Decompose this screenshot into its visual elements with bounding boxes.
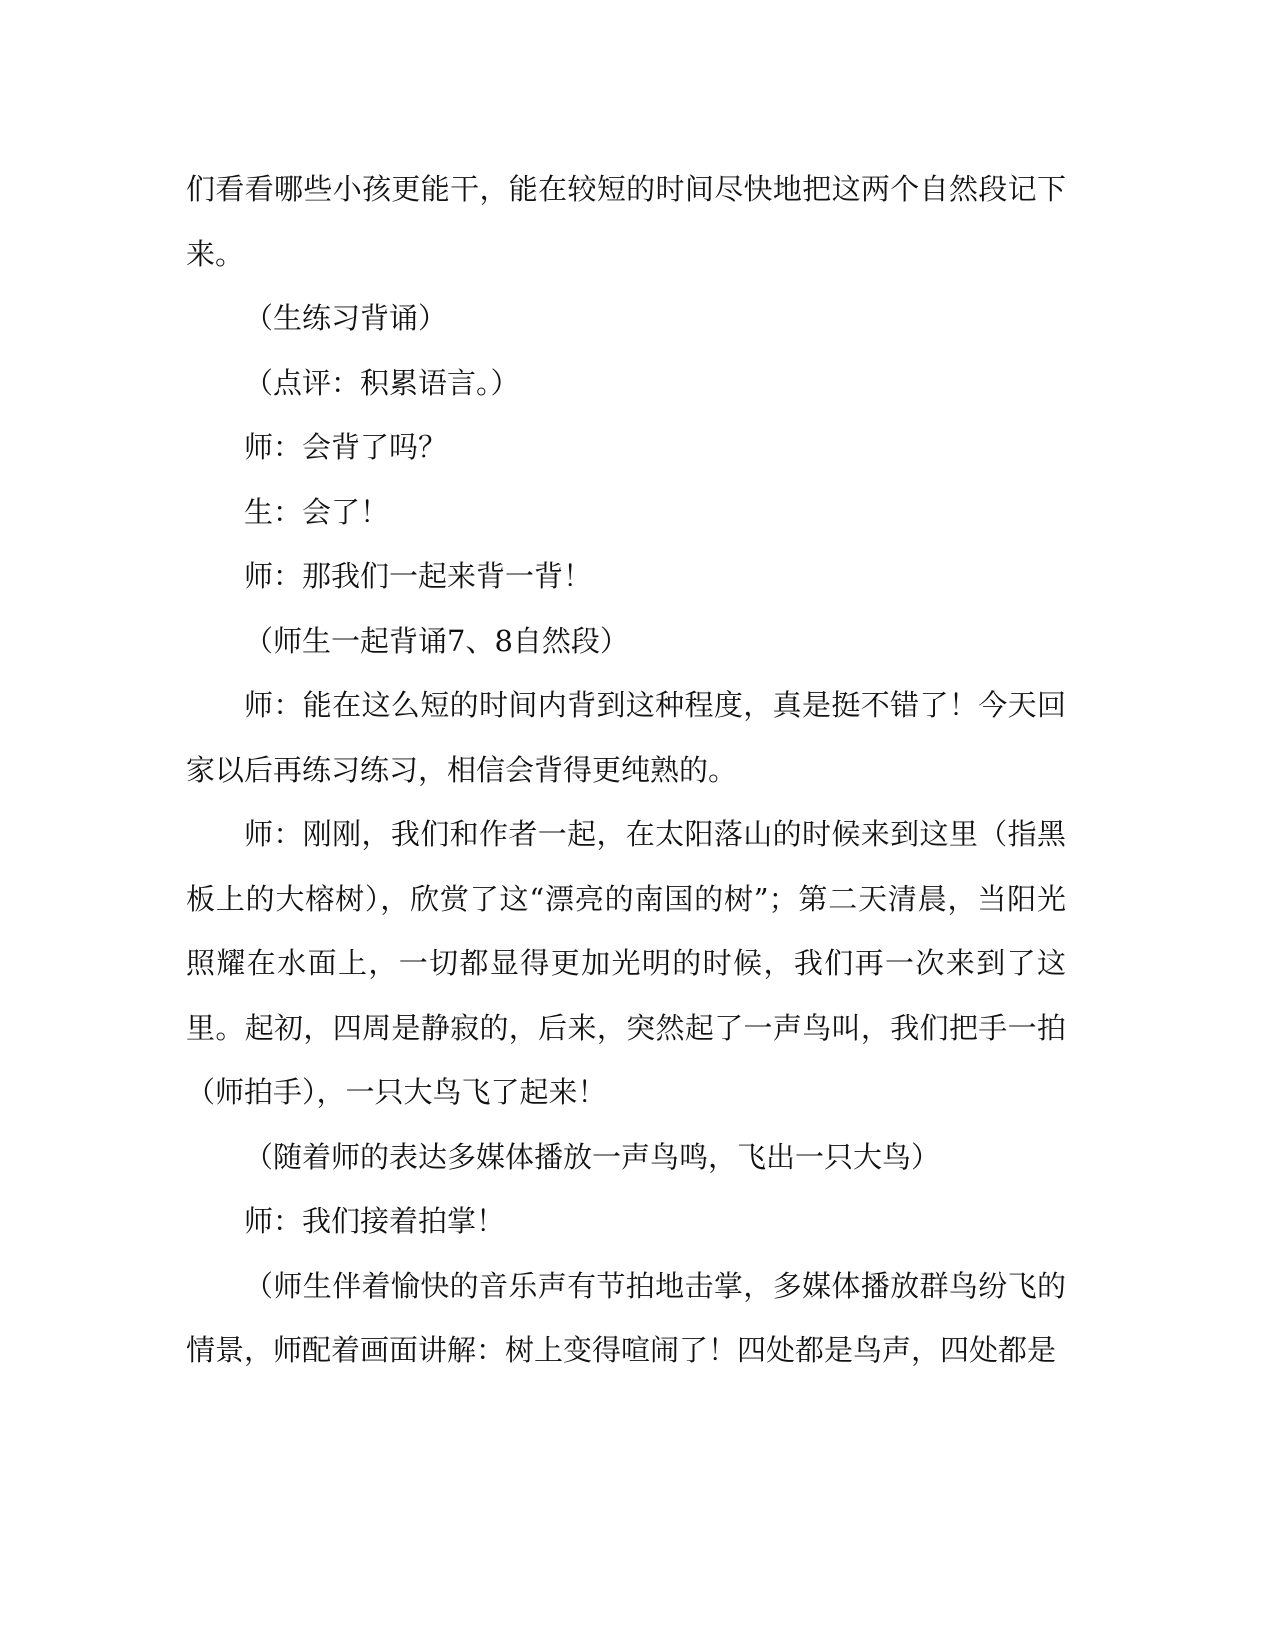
paragraph-5: 生：会了！ (244, 494, 390, 529)
paragraph-3: （点评：积累语言。） (244, 365, 520, 400)
paragraph-9: 师：刚刚，我们和作者一起，在太阳落山的时候来到这里（指黑板上的大榕树），欣赏了这“漂亮的南国的树”；第二天清晨，当阳光照耀在水面上，一切都显得更加光明的时候，我们再一次来到了这里。起初，四周是静寂的，后来，突然起了一声鸟叫，我们把手一拍（师拍手），一只大鸟飞了起来！ (186, 817, 1066, 1109)
paragraph-11: 师：我们接着拍掌！ (244, 1204, 506, 1238)
paragraph-4: 师：会背了吗？ (244, 430, 448, 464)
paragraph-7: （师生一起背诵7、8自然段） (244, 623, 629, 658)
paragraph-2: （生练习背诵） (244, 301, 448, 335)
paragraph-12: （师生伴着愉快的音乐声有节拍地击掌，多媒体播放群鸟纷飞的情景，师配着画面讲解：树上变得喧闹了！四处都是鸟声，四处都是 (186, 1268, 1066, 1367)
paragraph-10: （随着师的表达多媒体播放一声鸟鸣，飞出一只大鸟） (244, 1139, 941, 1174)
paragraph-8: 师：能在这么短的时间内背到这种程度，真是挺不错了！今天回家以后再练习练习，相信会背得更纯熟的。 (186, 688, 1066, 787)
paragraph-6: 师：那我们一起来背一背！ (244, 559, 593, 593)
document-body (186, 157, 1066, 1383)
paragraph-1: 们看看哪些小孩更能干，能在较短的时间尽快地把这两个自然段记下来。 (186, 172, 1066, 271)
